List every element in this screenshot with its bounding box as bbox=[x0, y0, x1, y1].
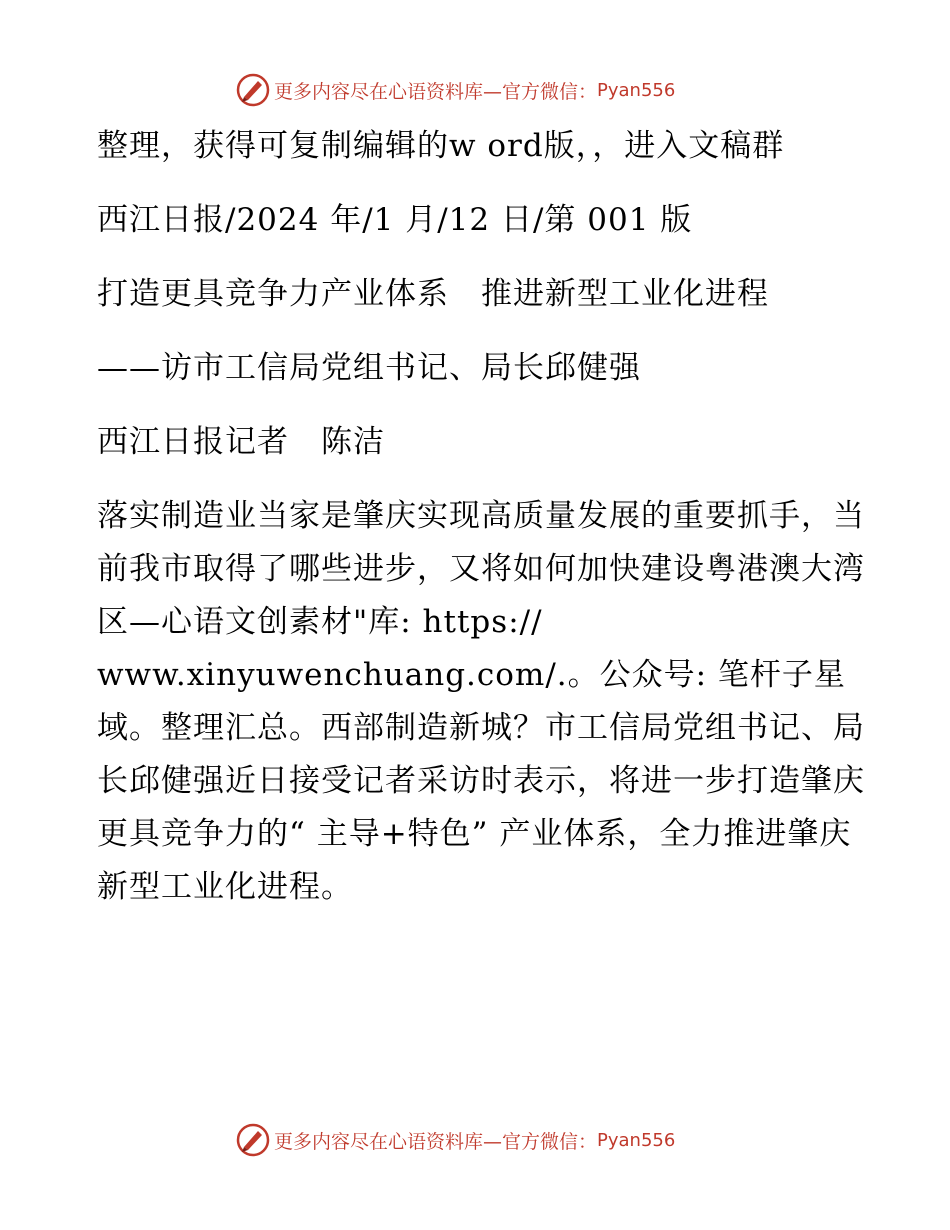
wechat-id: Pyan556 bbox=[597, 1129, 676, 1151]
pen-logo-icon bbox=[236, 1123, 270, 1157]
byline: 西江日报记者 陈洁 bbox=[97, 424, 385, 460]
headline: 打造更具竞争力产业体系 推进新型工业化进程 bbox=[97, 276, 769, 312]
wechat-id: Pyan556 bbox=[597, 79, 676, 101]
intro-paragraph: 整理，获得可复制编辑的w ord版，，进入文稿群 bbox=[97, 128, 785, 164]
lead-paragraph: 落实制造业当家是肇庆实现高质量发展的重要抓手，当前我市取得了哪些进步，又将如何加快建设粤港澳大湾区—心语文创素材"库: https:// www.xinyuwenchuang.com/.。公众号: 笔杆子星域。整理汇总。西部制造新城？市工信局党组书记、局长邱健强近日接受记者采访时表示，将进一步打造肇庆更具竞争力的“ 主导+特色” 产业体系，全力推进肇庆新型工业化进程。 bbox=[97, 498, 865, 905]
banner-text: 更多内容尽在心语资料库—官方微信： bbox=[274, 1130, 598, 1153]
subheadline: ——访市工信局党组书记、局长邱健强 bbox=[97, 350, 641, 386]
document-body bbox=[97, 120, 867, 935]
banner-text: 更多内容尽在心语资料库—官方微信： bbox=[274, 80, 598, 103]
header-banner bbox=[236, 72, 675, 108]
footer-banner bbox=[236, 1122, 675, 1158]
pen-logo-icon bbox=[236, 73, 270, 107]
publication-line: 西江日报/2024 年/1 月/12 日/第 001 版 bbox=[97, 202, 693, 238]
